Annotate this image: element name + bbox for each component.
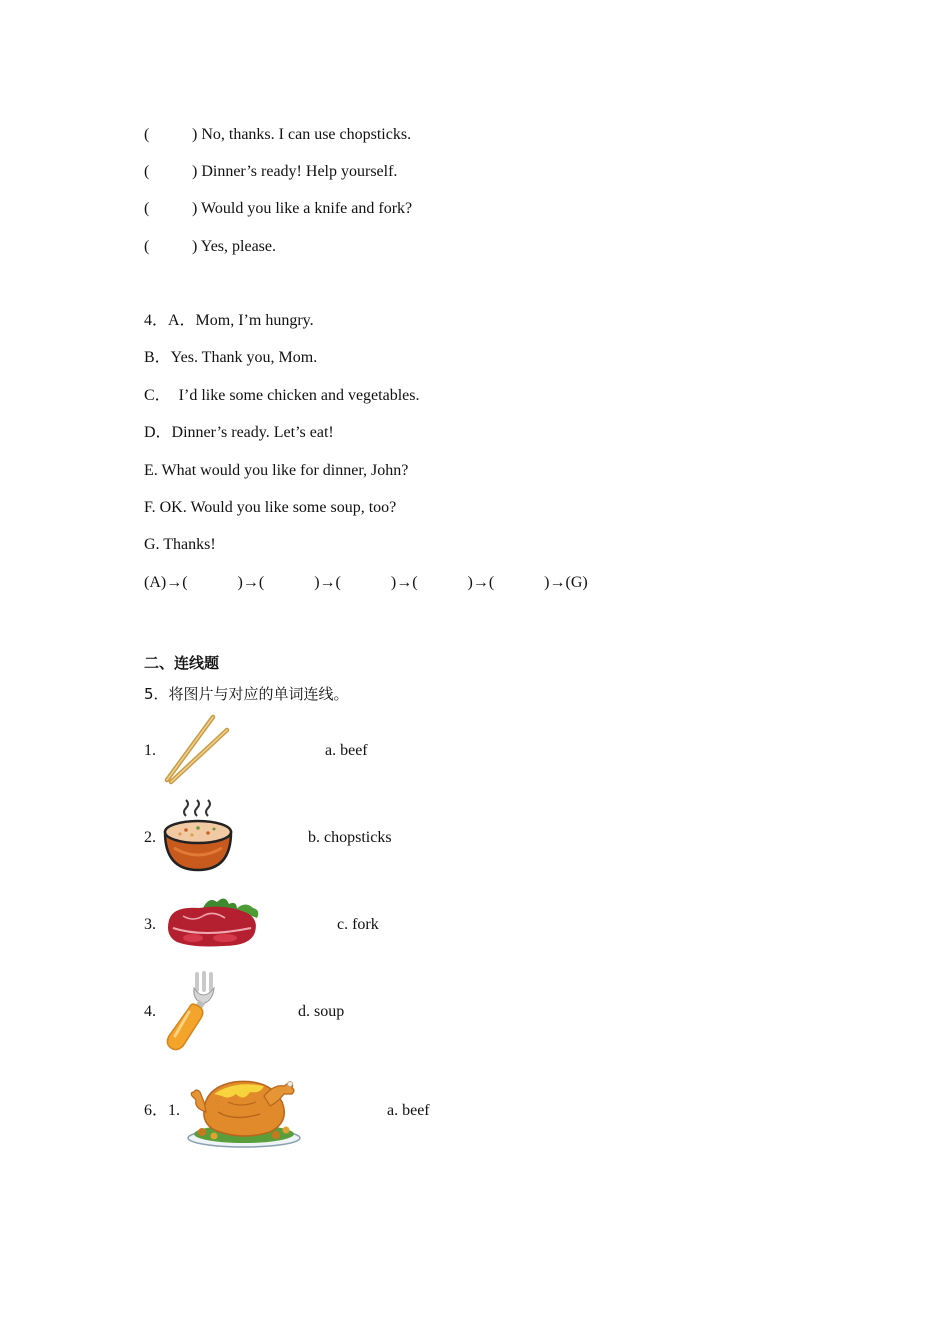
q3-close-paren-1: ) <box>192 126 198 143</box>
q5-item-3-number: 3. <box>144 916 156 933</box>
q3-line-4 <box>144 237 276 257</box>
q4-line-g: G. Thanks! <box>144 536 216 553</box>
q3-close-paren-4: ) <box>192 238 198 255</box>
q6-word-a: a. beef <box>387 1102 430 1119</box>
q5-prompt: 5．将图片与对应的单词连线。 <box>144 685 349 703</box>
q5-word-b: b. chopsticks <box>308 829 392 846</box>
q3-line-3 <box>144 199 412 219</box>
q3-line-2 <box>144 162 397 182</box>
sequence-start: (A)→( <box>144 574 188 591</box>
q3-open-paren-4: ( <box>144 238 150 255</box>
q3-text-2: Dinner’s ready! Help yourself. <box>201 163 398 180</box>
q3-close-paren-2: ) <box>192 163 198 180</box>
q4-line-d: D．Dinner’s ready. Let’s eat! <box>144 424 334 441</box>
sequence-mid-3: )→( <box>390 574 418 591</box>
q3-text-4: Yes, please. <box>200 238 276 255</box>
chopsticks-picture <box>163 714 233 786</box>
fork-picture <box>163 970 225 1052</box>
sequence-mid-1: )→( <box>237 574 265 591</box>
q5-item-4-number: 4. <box>144 1003 156 1020</box>
q3-open-paren-2: ( <box>144 163 150 180</box>
q3-text-1: No, thanks. I can use chopsticks. <box>201 126 412 143</box>
q4-answer-sequence <box>144 573 588 593</box>
q4-line-a: 4．A．Mom, I’m hungry. <box>144 312 314 329</box>
q3-open-paren-3: ( <box>144 200 150 217</box>
q3-open-paren-1: ( <box>144 126 150 143</box>
q3-text-3: Would you like a knife and fork? <box>201 200 413 217</box>
roast-chicken-picture <box>184 1072 304 1150</box>
q4-line-b: B．Yes. Thank you, Mom. <box>144 349 318 366</box>
q4-line-e: E. What would you like for dinner, John? <box>144 462 409 479</box>
q4-line-f: F. OK. Would you like some soup, too? <box>144 499 397 516</box>
q5-word-d: d. soup <box>298 1003 345 1020</box>
q3-line-1 <box>144 125 411 145</box>
sequence-mid-4: )→( <box>467 574 495 591</box>
q5-word-a: a. beef <box>325 742 368 759</box>
q4-line-c: C． I’d like some chicken and vegetables. <box>144 387 420 404</box>
section-title: 二、连线题 <box>144 654 220 672</box>
q5-item-1-number: 1. <box>144 742 156 759</box>
q6-item-1-number: 6．1. <box>144 1102 181 1119</box>
beef-steak-picture <box>163 894 263 950</box>
q5-item-2-number: 2. <box>144 829 156 846</box>
soup-bowl-picture <box>162 798 234 874</box>
q5-word-c: c. fork <box>337 916 379 933</box>
q3-close-paren-3: ) <box>192 200 198 217</box>
sequence-end: )→(G) <box>544 574 588 591</box>
sequence-mid-2: )→( <box>314 574 341 591</box>
